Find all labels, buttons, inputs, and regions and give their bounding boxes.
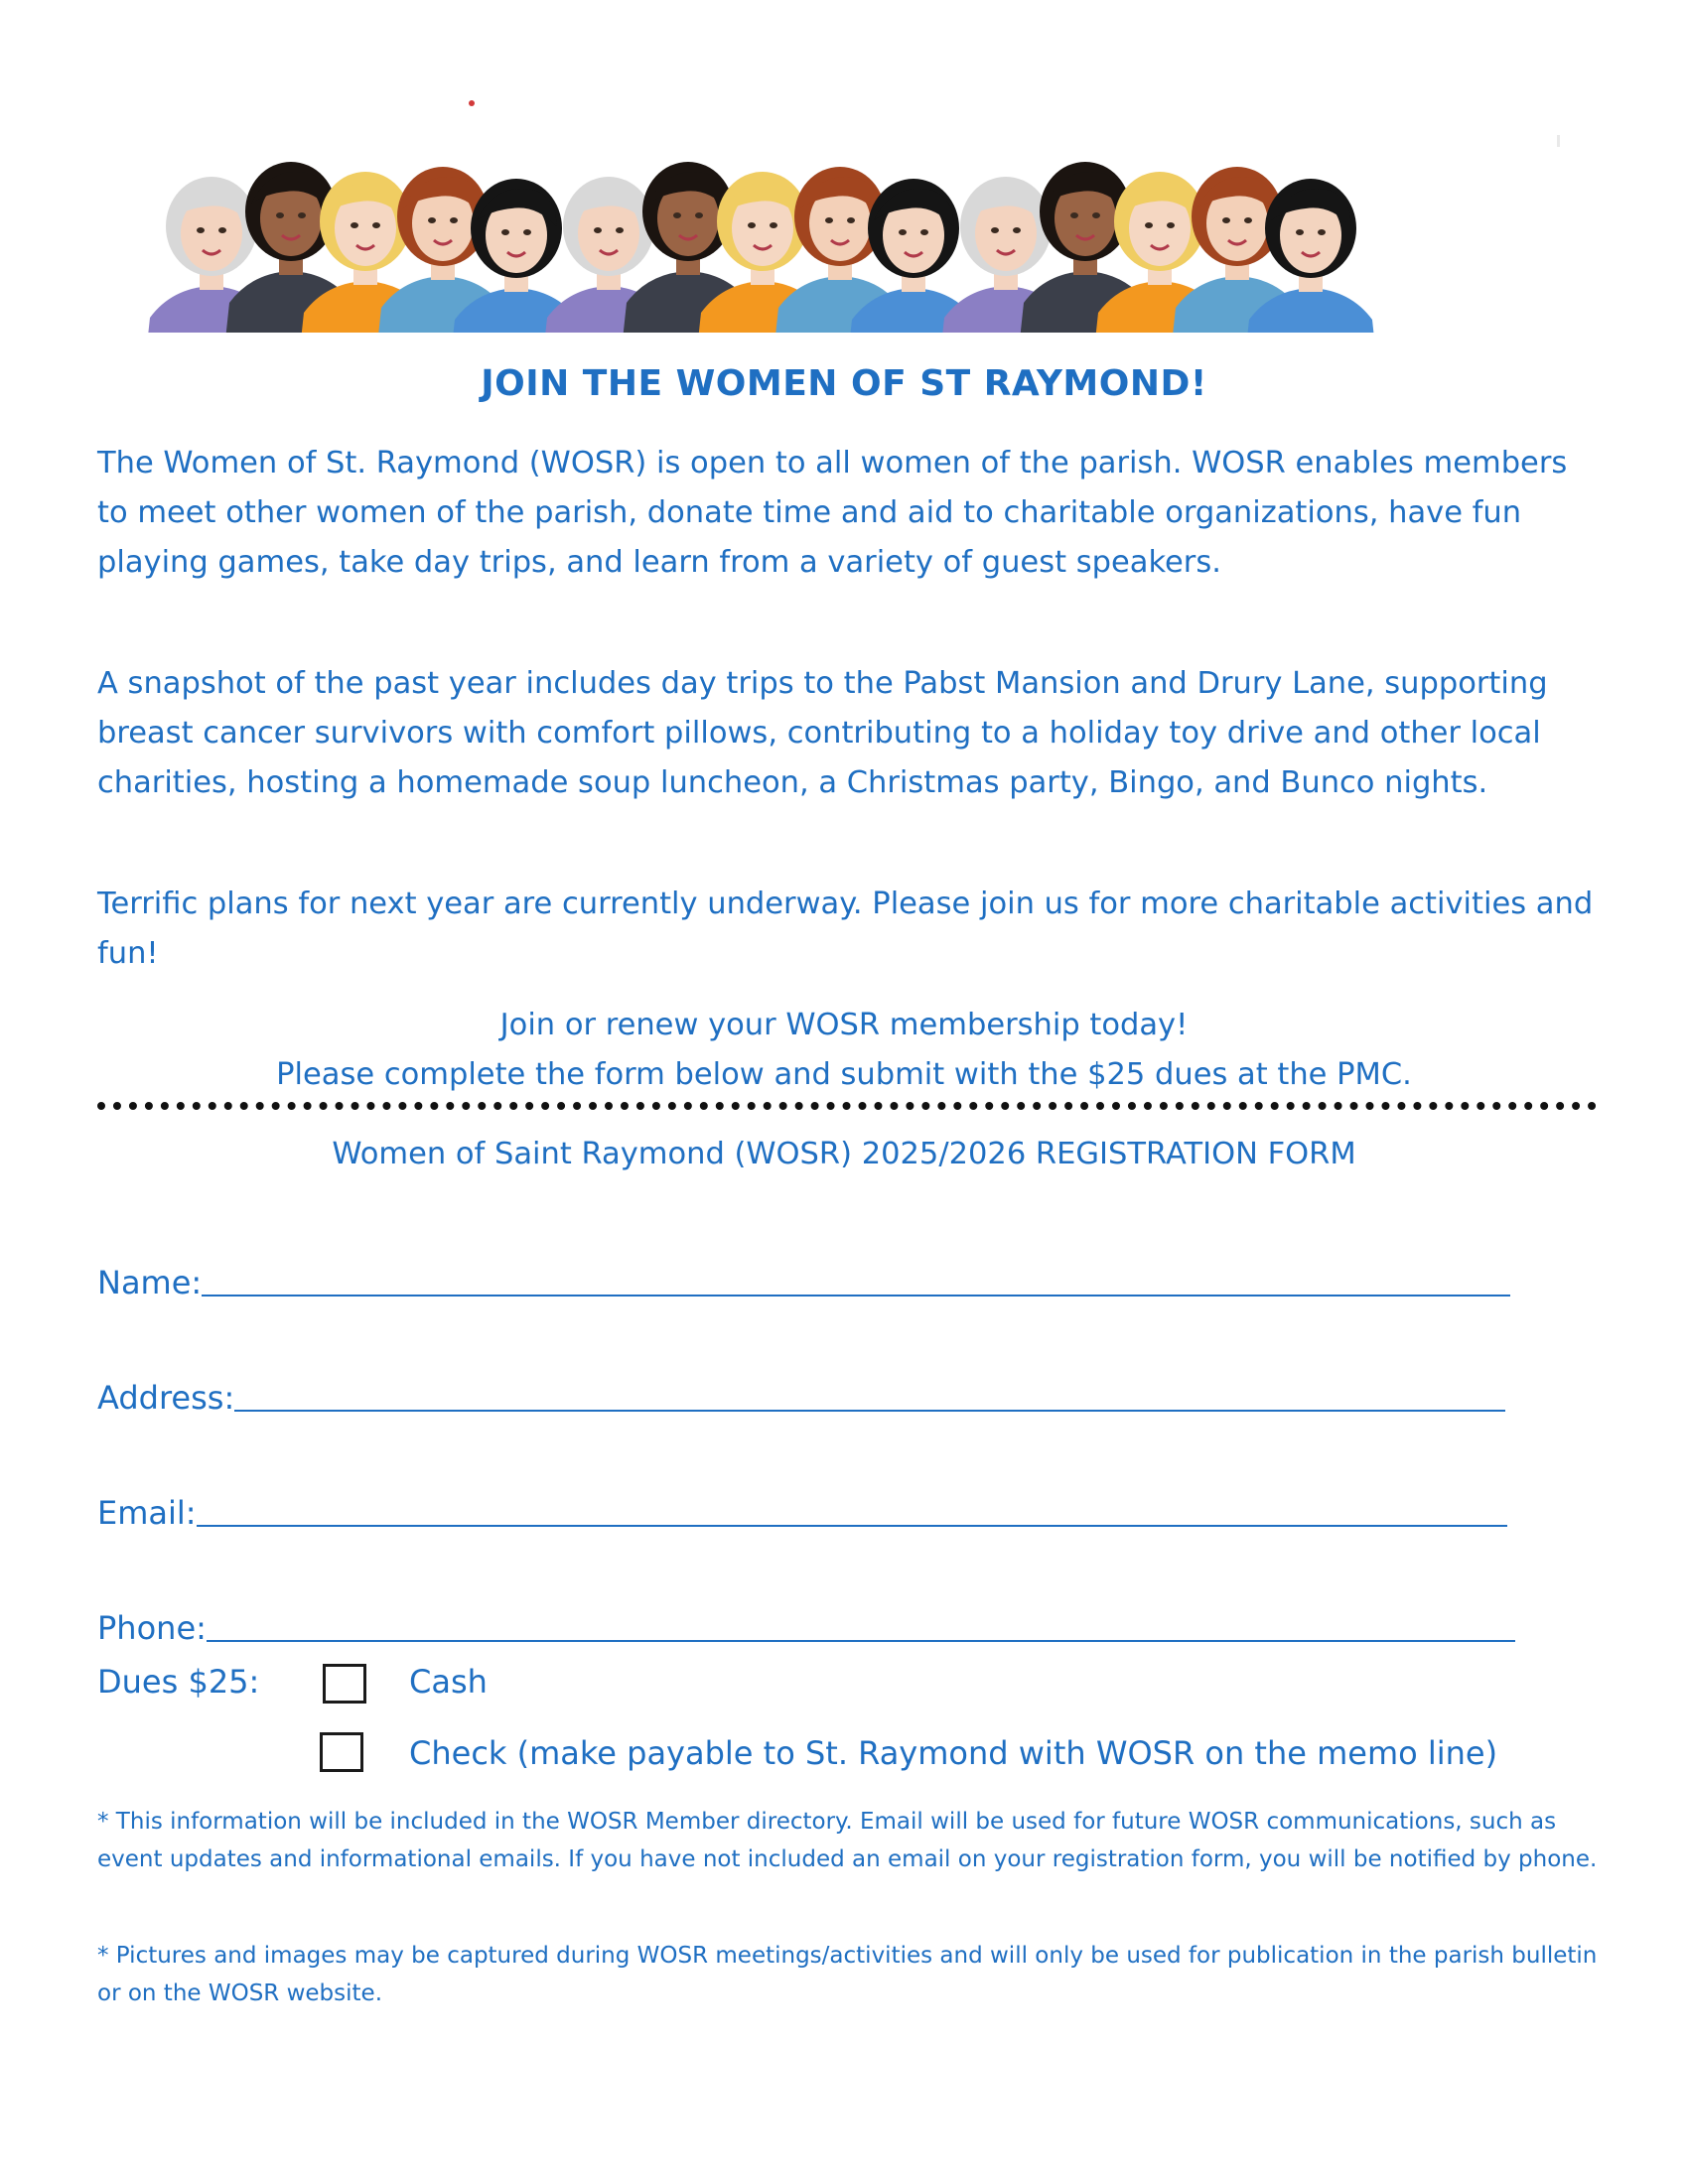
check-option-label: Check (make payable to St. Raymond with WOSR on the memo line) xyxy=(409,1734,1498,1772)
name-line[interactable] xyxy=(202,1265,1510,1297)
dues-label: Dues $25: xyxy=(97,1663,260,1701)
snapshot-paragraph: A snapshot of the past year includes day trips to the Pabst Mansion and Drury Lane, supporting breast cancer survivors with comfort pillows, contributing to a holiday toy drive and other local charities, hosting a homemade soup luncheon, a Christmas party, Bingo, and Bunco nights. xyxy=(97,666,1548,800)
women-group-illustration-icon xyxy=(127,129,1557,333)
address-field[interactable] xyxy=(97,1372,1505,1418)
cash-option-label: Cash xyxy=(409,1663,488,1701)
cta-line-1: Join or renew your WOSR membership today! xyxy=(499,1008,1189,1042)
phone-field[interactable] xyxy=(97,1602,1515,1648)
directory-note: * This information will be included in the WOSR Member directory. Email will be used for future WOSR communications, such as event updates and informational emails. If you have not included an email on your registration form, you will be notified by phone. xyxy=(97,1809,1598,1872)
cut-divider xyxy=(97,1102,1597,1110)
decor-dot xyxy=(469,100,475,106)
plans-paragraph: Terrific plans for next year are currently underway. Please join us for more charitable activities and fun! xyxy=(97,887,1594,971)
page-title: JOIN THE WOMEN OF ST RAYMOND! xyxy=(481,363,1207,404)
form-title: Women of Saint Raymond (WOSR) 2025/2026 REGISTRATION FORM xyxy=(332,1137,1356,1171)
phone-label: Phone: xyxy=(97,1609,207,1647)
intro-paragraph: The Women of St. Raymond (WOSR) is open to all women of the parish. WOSR enables members to meet other women of the parish, donate time and aid to charitable organizations, have fun playing games, take day trips, and learn from a variety of guest speakers. xyxy=(97,446,1568,580)
name-label: Name: xyxy=(97,1264,203,1301)
pictures-note: * Pictures and images may be captured during WOSR meetings/activities and will only be used for publication in the parish bulletin or on the WOSR website. xyxy=(97,1943,1598,2006)
check-checkbox[interactable] xyxy=(320,1732,363,1772)
cash-checkbox[interactable] xyxy=(323,1664,366,1704)
phone-line[interactable] xyxy=(207,1610,1515,1642)
cta-line-2: Please complete the form below and submit with the $25 dues at the PMC. xyxy=(276,1057,1412,1092)
address-label: Address: xyxy=(97,1379,235,1417)
email-field[interactable] xyxy=(97,1487,1507,1533)
address-line[interactable] xyxy=(234,1380,1505,1412)
name-field[interactable] xyxy=(97,1257,1510,1302)
email-line[interactable] xyxy=(197,1495,1507,1527)
email-label: Email: xyxy=(97,1494,197,1532)
